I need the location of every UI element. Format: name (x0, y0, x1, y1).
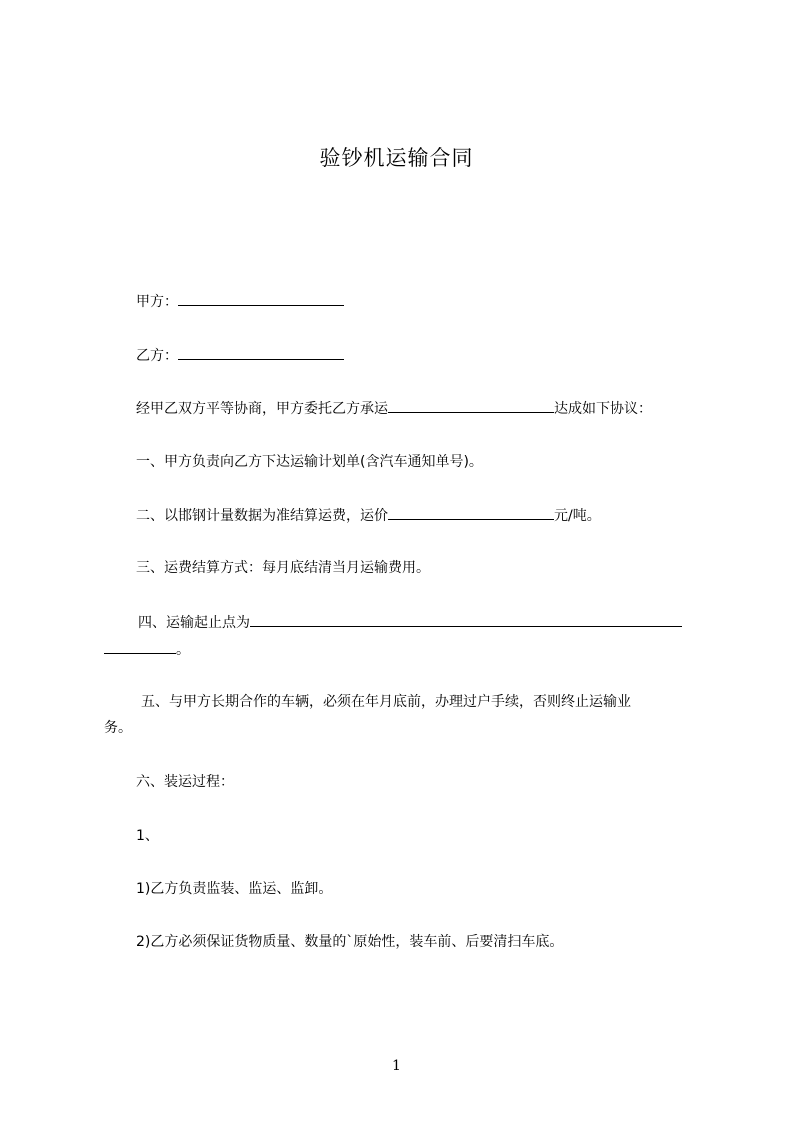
clause-4-end: 。 (176, 642, 190, 658)
sub-item-2: 2)乙方必须保证货物质量、数量的`原始性，装车前、后要清扫车底。 (136, 934, 564, 950)
rate-blank (388, 505, 554, 520)
cargo-blank (388, 398, 554, 413)
route-blank-line2 (104, 639, 176, 654)
party-b-blank (178, 345, 344, 360)
clause-2-text-after: 元/吨。 (554, 508, 601, 524)
clause-1: 一、甲方负责向乙方下达运输计划单(含汽车通知单号)。 (136, 454, 483, 470)
clause-2-text-before: 二、以邯钢计量数据为准结算运费，运价 (136, 508, 388, 524)
clause-2 (136, 505, 601, 526)
route-blank-line1 (250, 612, 682, 627)
clause-4 (138, 612, 682, 633)
party-b-label: 乙方： (136, 348, 178, 364)
clause-6: 六、装运过程： (136, 774, 234, 790)
document-title: 验钞机运输合同 (319, 146, 474, 170)
intro-text-before: 经甲乙双方平等协商，甲方委托乙方承运 (136, 401, 388, 417)
item-1: 1、 (136, 828, 159, 844)
party-b-line (136, 345, 344, 366)
party-a-line (136, 291, 344, 312)
page-number: 1 (392, 1058, 401, 1074)
clause-4-continued (104, 639, 190, 660)
intro-paragraph (136, 398, 652, 419)
intro-text-after: 达成如下协议： (554, 401, 652, 417)
clause-4-text: 四、运输起止点为 (138, 615, 250, 631)
clause-3: 三、运费结算方式：每月底结清当月运输费用。 (136, 560, 430, 576)
clause-5-line2: 务。 (104, 720, 132, 736)
party-a-label: 甲方： (136, 294, 178, 310)
sub-item-1: 1)乙方负责监装、监运、监卸。 (136, 881, 333, 897)
clause-5-line1: 五、与甲方长期合作的车辆，必须在年月底前，办理过户手续，否则终止运输业 (141, 694, 631, 710)
party-a-blank (178, 291, 344, 306)
